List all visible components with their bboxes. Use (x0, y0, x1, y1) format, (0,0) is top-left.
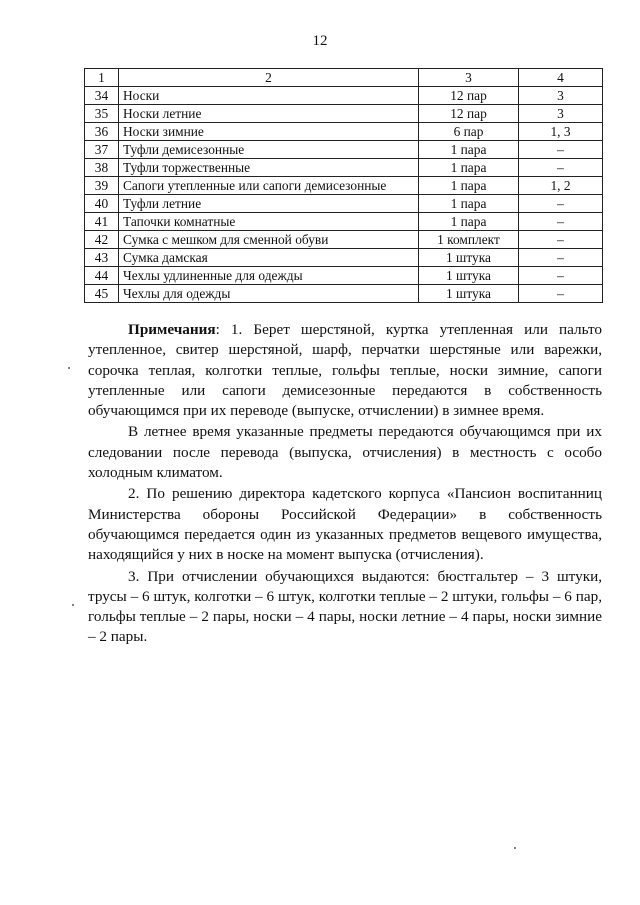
item-name-cell: Чехлы удлиненные для одежды (119, 267, 419, 285)
items-table (84, 68, 603, 303)
category-cell: – (519, 141, 603, 159)
item-name-cell: Туфли демисезонные (119, 141, 419, 159)
table-row (85, 159, 603, 177)
item-name-cell: Носки зимние (119, 123, 419, 141)
category-cell: – (519, 213, 603, 231)
quantity-cell: 1 штука (419, 267, 519, 285)
item-name-cell: Тапочки комнатные (119, 213, 419, 231)
row-number-cell: 39 (85, 177, 119, 195)
column-header-category: 4 (519, 69, 603, 87)
column-header-quantity: 3 (419, 69, 519, 87)
quantity-cell: 1 пара (419, 213, 519, 231)
row-number-cell: 43 (85, 249, 119, 267)
item-name-cell: Туфли летние (119, 195, 419, 213)
quantity-cell: 6 пар (419, 123, 519, 141)
row-number-cell: 40 (85, 195, 119, 213)
row-number-cell: 44 (85, 267, 119, 285)
table-row (85, 177, 603, 195)
table-row (85, 87, 603, 105)
item-name-cell: Чехлы для одежды (119, 285, 419, 303)
table-row (85, 123, 603, 141)
row-number-cell: 42 (85, 231, 119, 249)
scan-speck (68, 367, 70, 369)
table-row (85, 267, 603, 285)
category-cell: – (519, 285, 603, 303)
table-row (85, 231, 603, 249)
item-name-cell: Сумка с мешком для сменной обуви (119, 231, 419, 249)
row-number-cell: 37 (85, 141, 119, 159)
row-number-cell: 38 (85, 159, 119, 177)
item-name-cell: Носки (119, 87, 419, 105)
item-name-cell: Сумка дамская (119, 249, 419, 267)
table-row (85, 285, 603, 303)
category-cell: 1, 2 (519, 177, 603, 195)
note-1-text: : 1. Берет шерстяной, куртка утепленная или пальто утепленное, свитер шерстяной, шарф, перчатки шерстяные или варежки, сорочка теплая, колготки теплые, гольфы теплые, носки зимние, сапоги утепленные или сапоги демисезонные передаются в собственность обучающимся при их переводе (выпуске, отчислении) в зимнее время. (88, 321, 602, 420)
row-number-cell: 36 (85, 123, 119, 141)
row-number-cell: 35 (85, 105, 119, 123)
quantity-cell: 1 пара (419, 177, 519, 195)
quantity-cell: 1 пара (419, 195, 519, 213)
quantity-cell: 12 пар (419, 105, 519, 123)
item-name-cell: Туфли торжественные (119, 159, 419, 177)
quantity-cell: 1 штука (419, 285, 519, 303)
category-cell: – (519, 159, 603, 177)
quantity-cell: 1 комплект (419, 231, 519, 249)
category-cell: 3 (519, 105, 603, 123)
scan-speck (72, 604, 74, 606)
quantity-cell: 1 пара (419, 159, 519, 177)
note-paragraph-4: 3. При отчислении обучающихся выдаются: бюстгальтер – 3 штуки, трусы – 6 штук, колготки – 6 штук, колготки теплые – 2 штуки, гольфы – 6 пар, гольфы теплые – 2 пары, носки – 4 пары, носки летние – 4 пары, носки зимние – 2 пары. (88, 567, 602, 646)
table-row (85, 195, 603, 213)
page-number: 12 (312, 33, 328, 49)
category-cell: 3 (519, 87, 603, 105)
quantity-cell: 12 пар (419, 87, 519, 105)
table-row (85, 105, 603, 123)
item-name-cell: Сапоги утепленные или сапоги демисезонные (119, 177, 419, 195)
table-row (85, 213, 603, 231)
row-number-cell: 41 (85, 213, 119, 231)
notes-section (88, 320, 602, 648)
table-row (85, 249, 603, 267)
item-name-cell: Носки летние (119, 105, 419, 123)
category-cell: – (519, 249, 603, 267)
scan-speck (514, 847, 516, 849)
column-header-name: 2 (119, 69, 419, 87)
table-row (85, 141, 603, 159)
category-cell: – (519, 231, 603, 249)
quantity-cell: 1 пара (419, 141, 519, 159)
quantity-cell: 1 штука (419, 249, 519, 267)
category-cell: – (519, 195, 603, 213)
category-cell: – (519, 267, 603, 285)
note-paragraph-1 (88, 320, 602, 421)
row-number-cell: 45 (85, 285, 119, 303)
table-header-row (85, 69, 603, 87)
note-paragraph-2: В летнее время указанные предметы передаются обучающимся при их следовании после перевода (выпуска, отчисления) в местность с особо холодным климатом. (88, 423, 602, 482)
category-cell: 1, 3 (519, 123, 603, 141)
column-header-number: 1 (85, 69, 119, 87)
notes-heading: Примечания (128, 321, 216, 338)
row-number-cell: 34 (85, 87, 119, 105)
note-paragraph-3: 2. По решению директора кадетского корпуса «Пансион воспитанниц Министерства обороны Российской Федерации» в собственность обучающимся передается один из указанных предметов вещевого имущества, находящийся у них в носке на момент выпуска (отчисления). (88, 485, 602, 564)
